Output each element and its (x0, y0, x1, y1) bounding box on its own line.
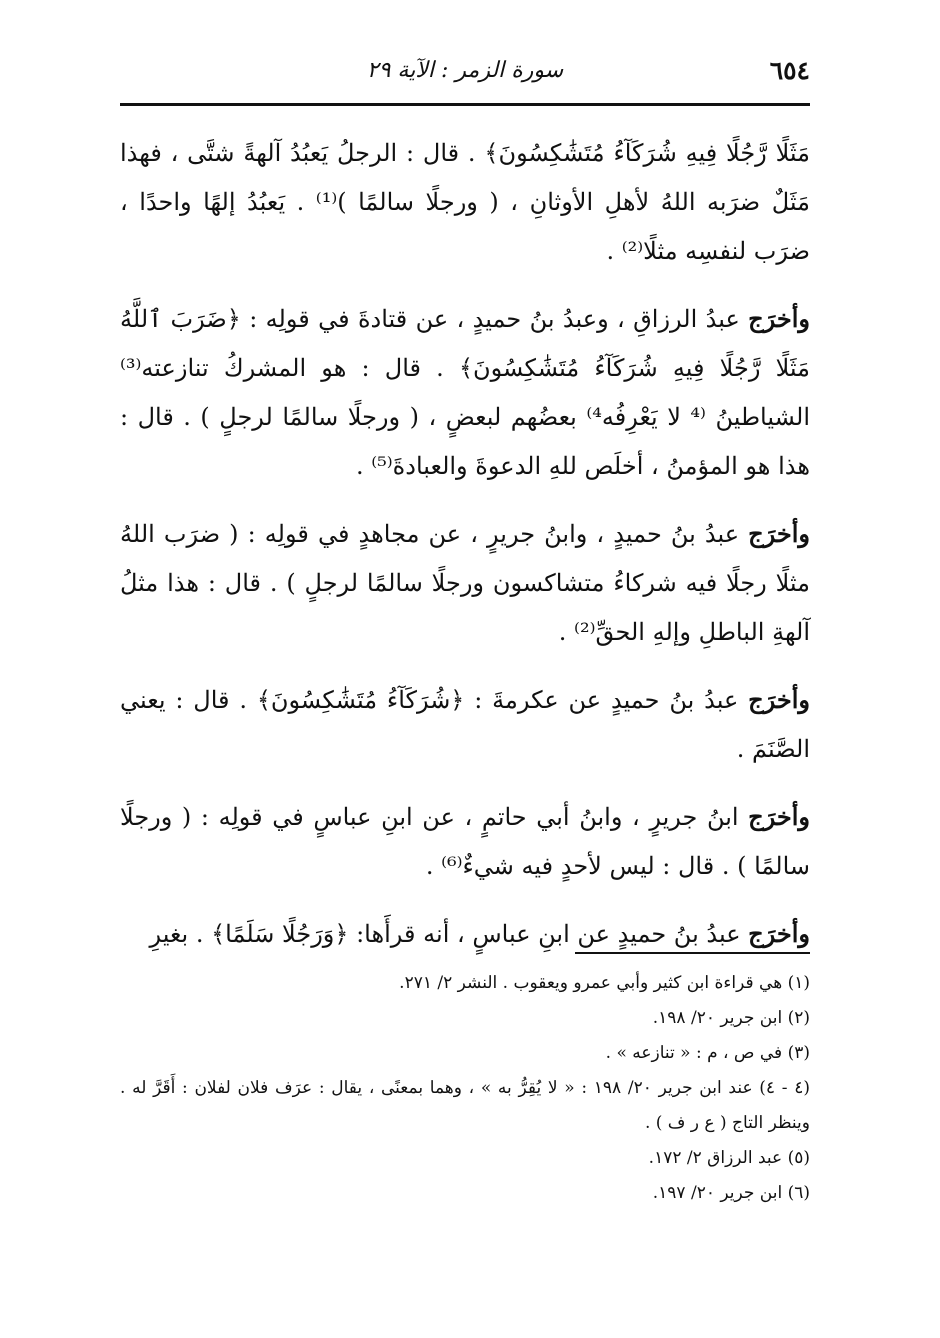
paragraph-lead: وأخرَج (748, 304, 810, 333)
footnote: (٢) ابن جرير ٢٠/ ١٩٨. (652, 1008, 810, 1028)
footnote: (٤ - ٤) عند ابن جرير ٢٠/ ١٩٨ : « لا يُقِرُّ به » ، وهما بمعنًى ، يقال : عرَف فلان لفلان : أَقَرَّ له . وينظر التاج ( ع ر ف ) . (120, 1078, 810, 1133)
running-head: سورة الزمر : الآية ٢٩ (366, 58, 564, 83)
paragraph-text: مَثَلًا رَّجُلًا فِيهِ شُرَكَآءُ مُتَشَٰكِسُونَ﴾ . قال : الرجلُ يَعبُدُ آلهةً شتَّى ، فهذا مَثَلٌ ضرَبه اللهُ لأهلِ الأوثانِ ، ( ورجلًا سالمًا )⁽¹⁾ . يَعبُدُ إلهًا واحدًا ، ضرَب لنفسِه مثلًا⁽²⁾ . (120, 139, 810, 265)
footnote: (٥) عبد الرزاق ٢/ ١٧٢. (648, 1148, 810, 1168)
footnote-rule (575, 952, 810, 954)
main-text (120, 128, 810, 977)
paragraph (120, 792, 810, 891)
paragraph-text: عبدُ الرزاقِ ، وعبدُ بنُ حميدٍ ، عن قتادةَ في قولِه : ﴿ضَرَبَ ٱللَّهُ مَثَلًا رَّجُلًا فِيهِ شُرَكَآءُ مُتَشَٰكِسُونَ﴾ . قال : هو المشركُ تنازعته⁽³⁾ الشياطينُ ⁽⁴ لا يَعْرِفُه⁴⁾ بعضُهم لبعضٍ ، ( ورجلًا سالمًا لرجلٍ ) . قال : هذا هو المؤمنُ ، أخلَص للهِ الدعوةَ والعبادةَ⁽⁵⁾ . (120, 305, 810, 480)
footnotes (120, 966, 810, 1211)
paragraph-text: عبدُ بنُ حميدٍ عن عكرمةَ : ﴿شُرَكَآءُ مُتَشَٰكِسُونَ﴾ . قال : يعني الصَّنَمَ . (120, 686, 810, 763)
paragraph-lead: وأخرَج (748, 802, 810, 831)
paragraph (120, 509, 810, 657)
paragraph-text: ابنُ جريرٍ ، وابنُ أبي حاتمٍ ، عن ابنِ عباسٍ في قولِه : ( ورجلًا سالمًا ) . قال : ليس لأحدٍ فيه شيءٌ⁽⁶⁾ . (120, 803, 810, 880)
paragraph (120, 128, 810, 276)
footnote: (٣) في ص ، م : « تنازعه » . (605, 1043, 810, 1063)
footnote: (١) هي قراءة ابن كثير وأبي عمرو ويعقوب . النشر ٢/ ٢٧١. (399, 973, 810, 993)
paragraph (120, 675, 810, 774)
page-header (120, 50, 810, 96)
paragraph (120, 294, 810, 491)
paragraph-lead: وأخرَج (748, 519, 810, 548)
header-rule (120, 103, 810, 106)
page-number: ٦٥٤ (769, 56, 810, 85)
footnote: (٦) ابن جرير ٢٠/ ١٩٧. (652, 1183, 810, 1203)
paragraph-lead: وأخرَج (748, 685, 810, 714)
paragraph-text: عبدُ بنُ حميدٍ عن ابنِ عباسٍ ، أنه قرأَها: ﴿وَرَجُلًا سَلَمًا﴾ . بغيرِ (149, 920, 749, 948)
paragraph-text: عبدُ بنُ حميدٍ ، وابنُ جريرٍ ، عن مجاهدٍ في قولِه : ( ضرَب اللهُ مثلًا رجلًا فيه شركاءُ متشاكسون ورجلًا سالمًا لرجلٍ ) . قال : هذا مثلُ آلهةِ الباطلِ وإلهِ الحقِّ⁽²⁾ . (120, 520, 811, 646)
paragraph-lead: وأخرَج (748, 919, 810, 948)
